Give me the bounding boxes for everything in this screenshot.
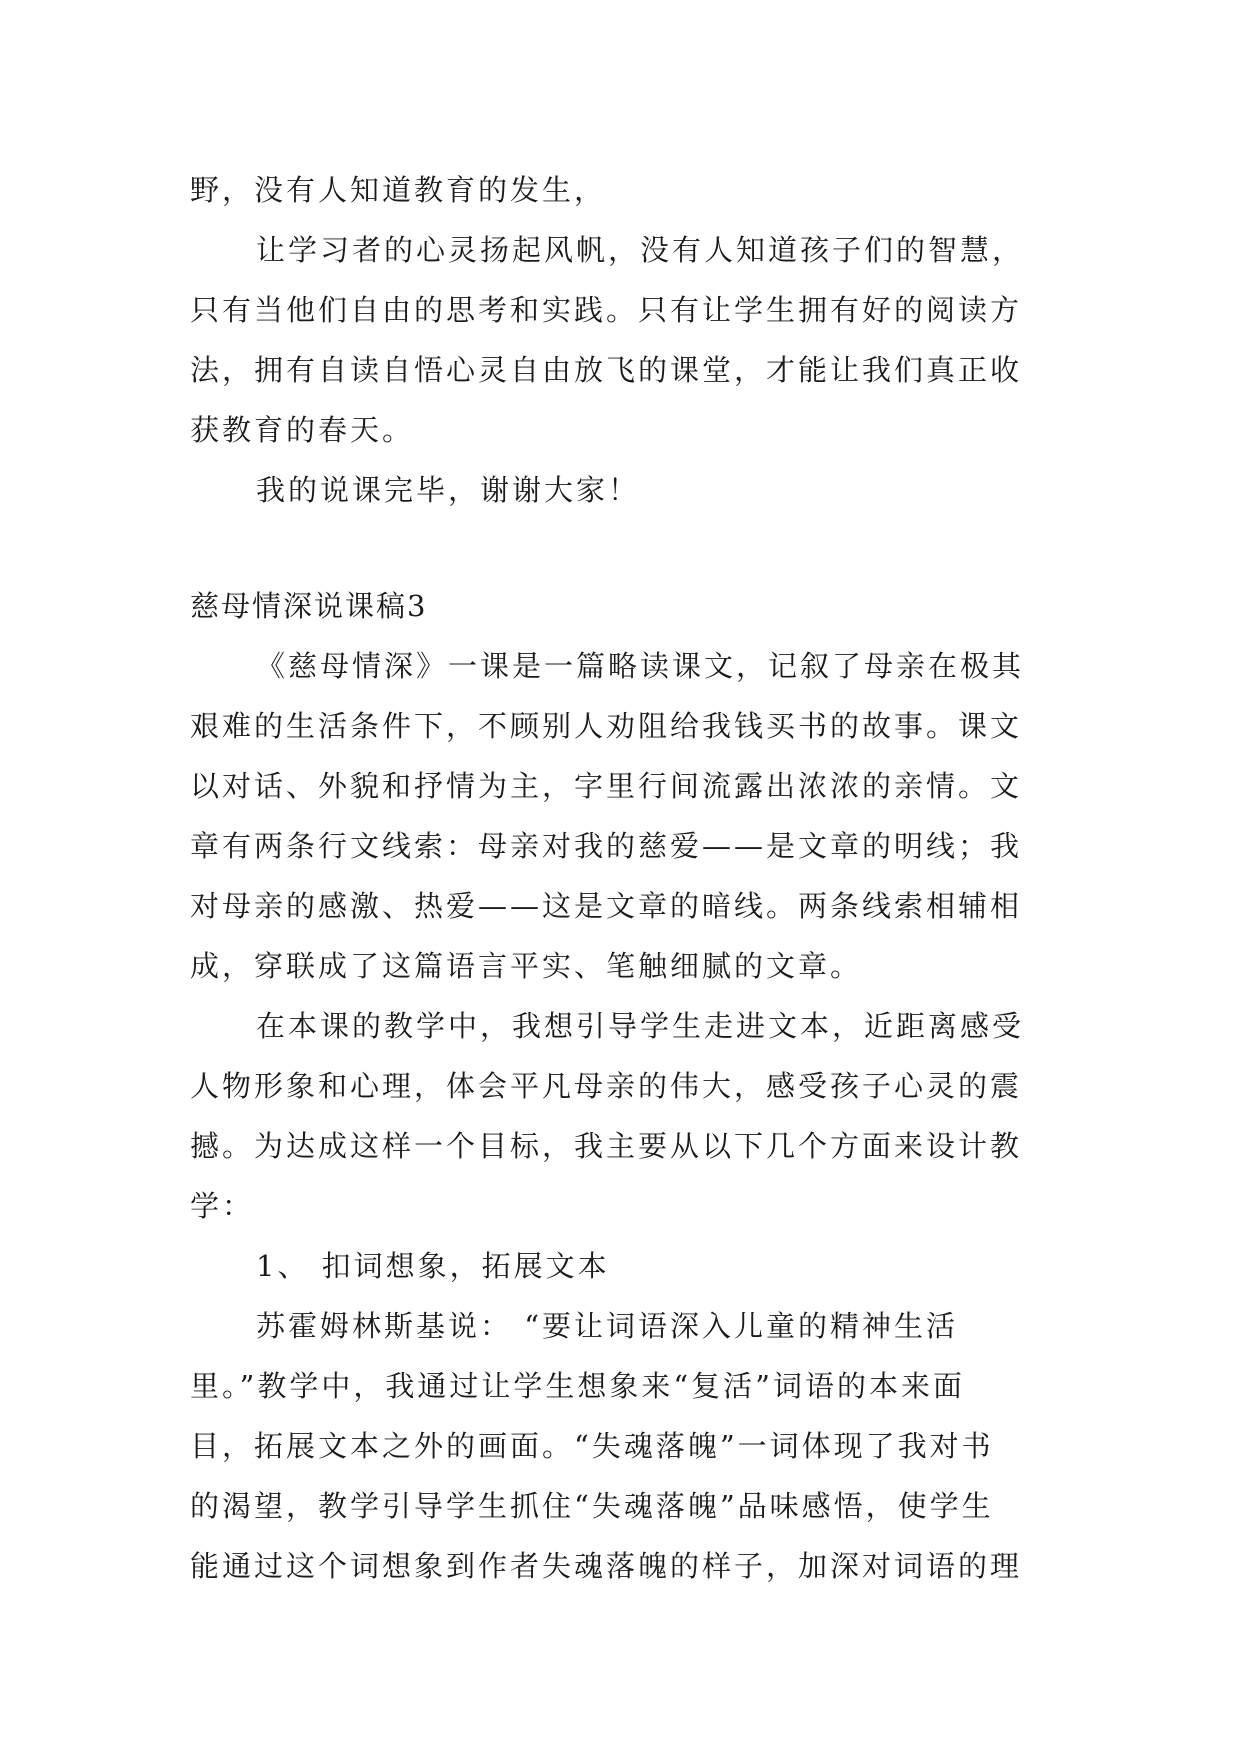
paragraph-line: 里。”教学中，我通过让学生想象来“复活”词语的本来面	[190, 1369, 965, 1403]
paragraph-line: 只有当他们自由的思考和实践。只有让学生拥有好的阅读方	[190, 293, 1023, 327]
paragraph-line: 以对话、外貌和抒情为主，字里行间流露出浓浓的亲情。文	[190, 769, 1023, 803]
list-item-heading: 1、 扣词想象，拓展文本	[256, 1249, 610, 1283]
paragraph-line: 让学习者的心灵扬起风帆，没有人知道孩子们的智慧，	[256, 233, 1025, 267]
paragraph-line: 获教育的春天。	[190, 413, 415, 447]
paragraph-line: 野，没有人知道教育的发生，	[190, 173, 607, 207]
paragraph-line: 的渴望，教学引导学生抓住“失魂落魄”品味感悟，使学生	[190, 1489, 994, 1523]
paragraph-line: 在本课的教学中，我想引导学生走进文本，近距离感受	[256, 1009, 1025, 1043]
paragraph-line: 能通过这个词想象到作者失魂落魄的样子，加深对词语的理	[190, 1549, 1023, 1583]
paragraph-line: 撼。为达成这样一个目标，我主要从以下几个方面来设计教	[190, 1129, 1023, 1163]
paragraph-line: 法，拥有自读自悟心灵自由放飞的课堂，才能让我们真正收	[190, 353, 1023, 387]
paragraph-line: 成，穿联成了这篇语言平实、笔触细腻的文章。	[190, 949, 863, 983]
paragraph-line: 人物形象和心理，体会平凡母亲的伟大，感受孩子心灵的震	[190, 1069, 1023, 1103]
paragraph-line: 章有两条行文线索：母亲对我的慈爱——是文章的明线；我	[190, 829, 1023, 863]
paragraph-line: 艰难的生活条件下，不顾别人劝阻给我钱买书的故事。课文	[190, 709, 1023, 743]
paragraph-line: 目，拓展文本之外的画面。“失魂落魄”一词体现了我对书	[190, 1429, 994, 1463]
section-title: 慈母情深说课稿3	[190, 589, 428, 623]
document-page	[190, 160, 1070, 1596]
paragraph-line: 我的说课完毕，谢谢大家！	[256, 473, 641, 507]
section-gap	[190, 520, 1070, 576]
paragraph-line: 学：	[190, 1189, 255, 1223]
paragraph-line: 对母亲的感激、热爱——这是文章的暗线。两条线索相辅相	[190, 889, 1023, 923]
paragraph-line: 苏霍姆林斯基说： “要让词语深入儿童的精神生活	[256, 1309, 959, 1343]
paragraph-line: 《慈母情深》一课是一篇略读课文，记叙了母亲在极其	[256, 649, 1025, 683]
